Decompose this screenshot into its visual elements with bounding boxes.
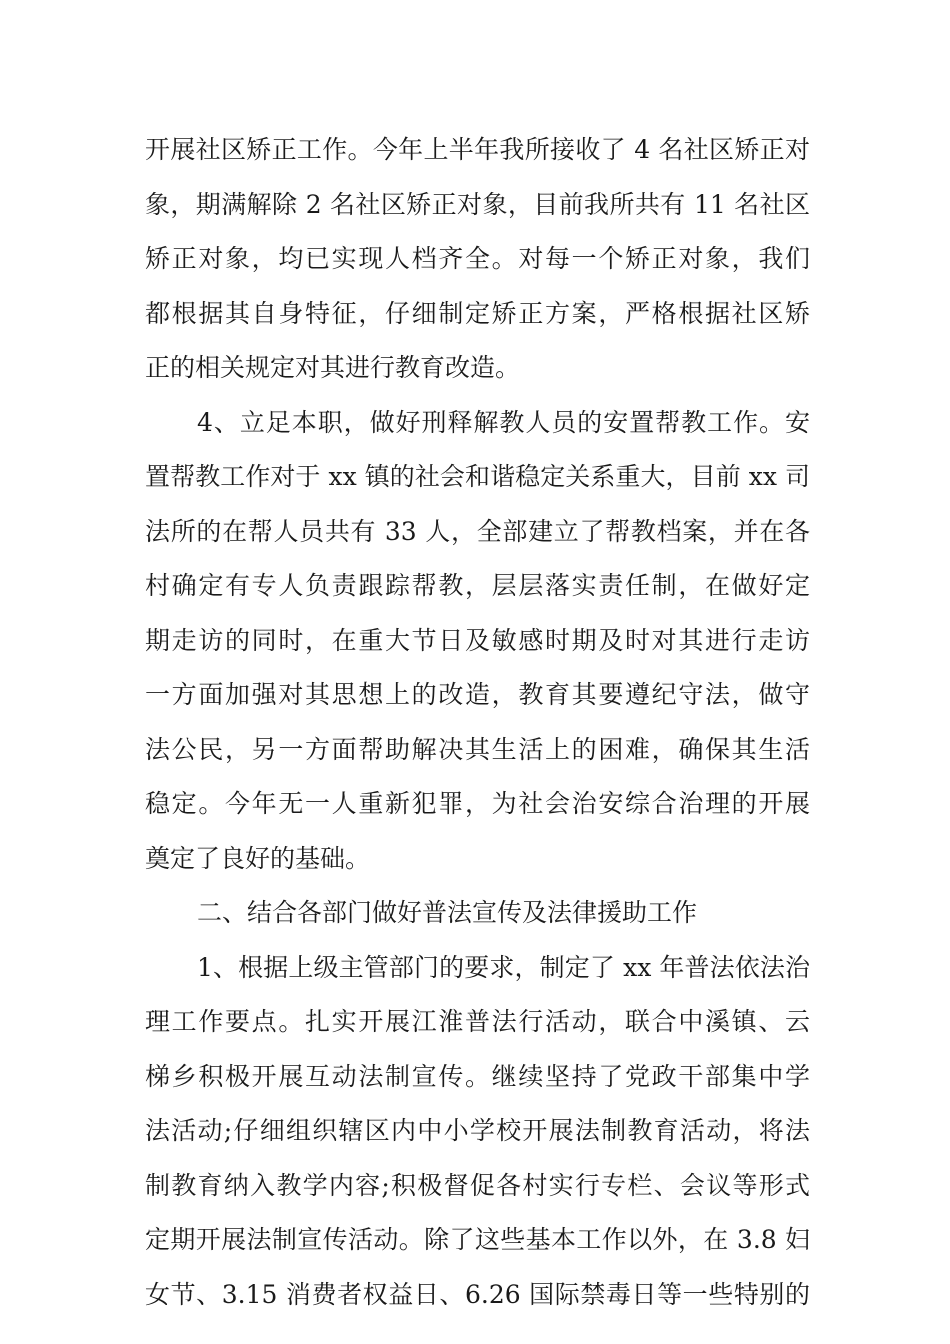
text-line: 4、立足本职，做好刑释解教人员的安置帮教工作。安 [197, 407, 810, 437]
text-line: 女节、3.15 消费者权益日、6.26 国际禁毒日等一些特别的 [145, 1279, 810, 1309]
text-line: 定期开展法制宣传活动。除了这些基本工作以外，在 3.8 妇 [145, 1225, 810, 1254]
text-line: 稳定。今年无一人重新犯罪，为社会治安综合治理的开展 [145, 789, 810, 818]
text-line: 制教育纳入教学内容;积极督促各村实行专栏、会议等形式 [145, 1170, 810, 1200]
text-line: 一方面加强对其思想上的改造，教育其要遵纪守法，做守 [145, 680, 810, 709]
text-line: 期走访的同时，在重大节日及敏感时期及时对其进行走访 [145, 625, 810, 655]
text-line: 都根据其自身特征，仔细制定矫正方案，严格根据社区矫 [145, 298, 810, 328]
text-line: 村确定有专人负责跟踪帮教，层层落实责任制，在做好定 [145, 571, 810, 600]
text-line: 理工作要点。扎实开展江淮普法行活动，联合中溪镇、云 [145, 1007, 810, 1036]
text-line: 法公民，另一方面帮助解决其生活上的困难，确保其生活 [145, 734, 810, 764]
text-line: 正的相关规定对其进行教育改造。 [145, 353, 521, 382]
text-line: 奠定了良好的基础。 [145, 843, 371, 873]
document-body [145, 123, 810, 1322]
section-heading: 二、结合各部门做好普法宣传及法律援助工作 [197, 898, 698, 927]
text-line: 开展社区矫正工作。今年上半年我所接收了 4 名社区矫正对 [145, 135, 810, 164]
text-line: 法所的在帮人员共有 33 人，全部建立了帮教档案，并在各 [145, 516, 810, 546]
text-line: 置帮教工作对于 xx 镇的社会和谐稳定关系重大，目前 xx 司 [145, 462, 810, 491]
text-line: 象，期满解除 2 名社区矫正对象，目前我所共有 11 名社区 [145, 189, 810, 219]
text-line: 梯乡积极开展互动法制宣传。继续坚持了党政干部集中学 [145, 1061, 810, 1091]
text-line: 法活动;仔细组织辖区内中小学校开展法制教育活动，将法 [145, 1116, 810, 1145]
text-line: 矫正对象，均已实现人档齐全。对每一个矫正对象，我们 [145, 244, 810, 273]
text-line: 1、根据上级主管部门的要求，制定了 xx 年普法依法治 [197, 952, 810, 982]
